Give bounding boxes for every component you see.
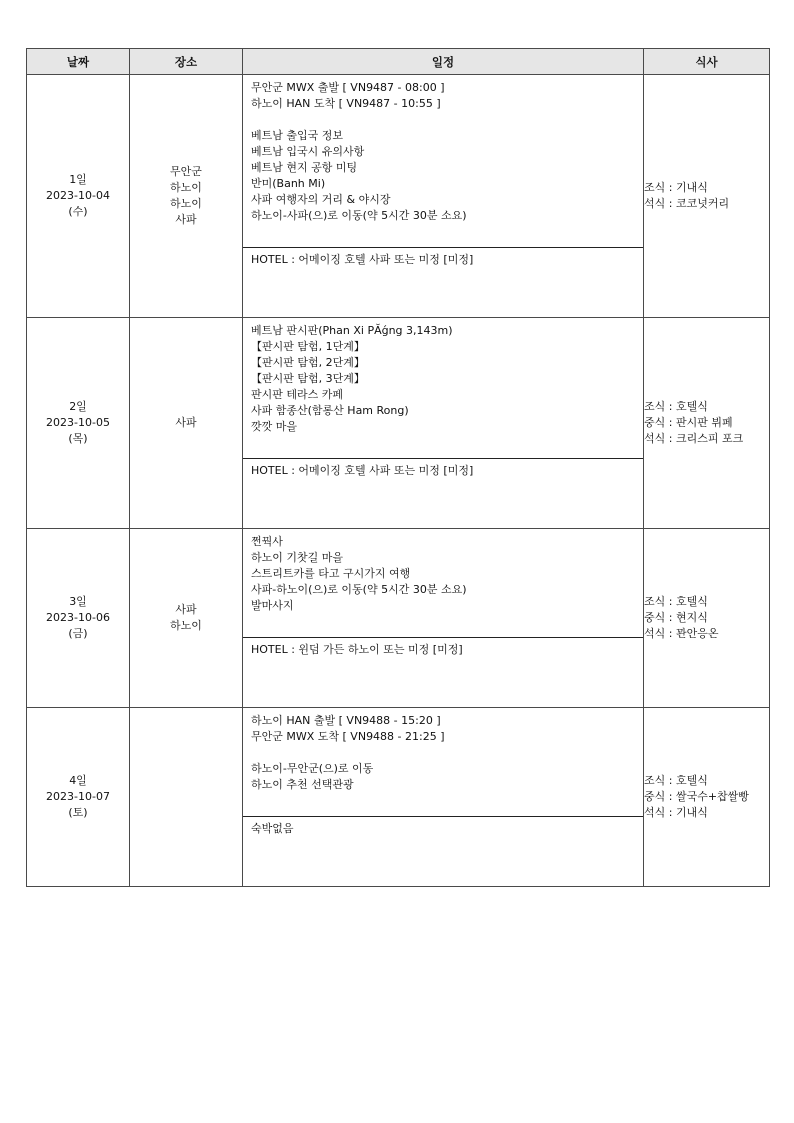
schedule-item: 【판시판 탐험, 3단계】 — [251, 372, 365, 385]
day-cell — [27, 318, 130, 529]
place-label: 하노이 — [170, 197, 202, 210]
schedule-item: 스트리트카를 타고 구시가지 여행 — [251, 567, 411, 580]
meal-cell — [644, 529, 770, 708]
schedule-list — [243, 708, 643, 816]
meal-item: 조식 : 호텔식 — [644, 774, 708, 787]
hotel-info: HOTEL : 어메이징 호텔 사파 또는 미정 [미정] — [243, 247, 643, 317]
place-label: 사파 — [175, 213, 197, 226]
hotel-info: 숙박없음 — [243, 816, 643, 886]
meal-item: 중식 : 판시판 뷔페 — [644, 416, 733, 429]
schedule-item: 베트남 현지 공항 미팅 — [251, 161, 358, 174]
schedule-cell — [243, 318, 644, 529]
header-schedule: 일정 — [243, 49, 644, 75]
schedule-item: 반미(Banh Mi) — [251, 177, 326, 190]
schedule-item: 쩐꿕사 — [251, 535, 283, 548]
meal-item: 중식 : 쌀국수+찹쌀빵 — [644, 790, 749, 803]
meal-item: 석식 : 코코넛커리 — [644, 197, 730, 210]
day-label: 3일 — [69, 595, 87, 608]
schedule-spacer — [251, 745, 635, 761]
schedule-item: 사파-하노이(으)로 이동(약 5시간 30분 소요) — [251, 583, 467, 596]
table-row — [27, 318, 770, 529]
meal-item: 석식 : 기내식 — [644, 806, 708, 819]
schedule-item: 【판시판 탐험, 1단계】 — [251, 340, 365, 353]
day-cell — [27, 529, 130, 708]
meal-cell — [644, 708, 770, 887]
schedule-list — [243, 318, 643, 458]
schedule-item: 베트남 판시판(Phan Xi PĂǵng 3,143m) — [251, 324, 453, 337]
table-row — [27, 529, 770, 708]
meal-item: 석식 : 꽌안응온 — [644, 627, 719, 640]
schedule-item: 사파 여행자의 거리 & 야시장 — [251, 193, 391, 206]
schedule-spacer — [251, 112, 635, 128]
schedule-item: 판시판 테라스 카페 — [251, 388, 344, 401]
place-label: 사파 — [175, 416, 197, 429]
place-cell — [130, 708, 243, 887]
weekday-label: (금) — [68, 627, 88, 640]
schedule-item: 무안군 MWX 도착 [ VN9488 - 21:25 ] — [251, 730, 445, 743]
meal-item: 조식 : 호텔식 — [644, 595, 708, 608]
header-place: 장소 — [130, 49, 243, 75]
weekday-label: (수) — [68, 205, 88, 218]
hotel-info: HOTEL : 윈덤 가든 하노이 또는 미정 [미정] — [243, 637, 643, 707]
schedule-item: 베트남 입국시 유의사항 — [251, 145, 365, 158]
itinerary-table — [26, 48, 770, 887]
schedule-item: 하노이 HAN 도착 [ VN9487 - 10:55 ] — [251, 97, 441, 110]
schedule-cell — [243, 529, 644, 708]
schedule-item: 깟깟 마을 — [251, 420, 298, 433]
weekday-label: (목) — [68, 432, 88, 445]
meal-item: 중식 : 현지식 — [644, 611, 708, 624]
meal-cell — [644, 75, 770, 318]
table-row — [27, 75, 770, 318]
schedule-item: 사파 함종산(함롱산 Ham Rong) — [251, 404, 409, 417]
schedule-list — [243, 529, 643, 637]
schedule-cell — [243, 708, 644, 887]
meal-item: 조식 : 호텔식 — [644, 400, 708, 413]
schedule-cell — [243, 75, 644, 318]
hotel-info: HOTEL : 어메이징 호텔 사파 또는 미정 [미정] — [243, 458, 643, 528]
day-label: 2일 — [69, 400, 87, 413]
day-label: 4일 — [69, 774, 87, 787]
schedule-item: 발마사지 — [251, 599, 294, 612]
meal-cell — [644, 318, 770, 529]
place-label: 사파 — [175, 603, 197, 616]
schedule-item: 베트남 출입국 정보 — [251, 129, 344, 142]
day-label: 1일 — [69, 173, 87, 186]
date-label: 2023-10-04 — [46, 189, 110, 202]
schedule-item: 하노이 추천 선택관광 — [251, 778, 354, 791]
place-label: 하노이 — [170, 619, 202, 632]
schedule-list — [243, 75, 643, 247]
date-label: 2023-10-07 — [46, 790, 110, 803]
schedule-item: 하노이 기찻길 마을 — [251, 551, 344, 564]
place-cell — [130, 529, 243, 708]
weekday-label: (토) — [68, 806, 88, 819]
date-label: 2023-10-05 — [46, 416, 110, 429]
place-label: 하노이 — [170, 181, 202, 194]
schedule-item: 하노이-무안군(으)로 이동 — [251, 762, 374, 775]
day-cell — [27, 75, 130, 318]
table-row — [27, 708, 770, 887]
schedule-item: 하노이 HAN 출발 [ VN9488 - 15:20 ] — [251, 714, 441, 727]
schedule-item: 하노이-사파(으)로 이동(약 5시간 30분 소요) — [251, 209, 467, 222]
place-cell — [130, 318, 243, 529]
day-cell — [27, 708, 130, 887]
header-date: 날짜 — [27, 49, 130, 75]
schedule-item: 【판시판 탐험, 2단계】 — [251, 356, 365, 369]
place-cell — [130, 75, 243, 318]
place-label: 무안군 — [170, 165, 202, 178]
header-row — [27, 49, 770, 75]
schedule-item: 무안군 MWX 출발 [ VN9487 - 08:00 ] — [251, 81, 445, 94]
meal-item: 조식 : 기내식 — [644, 181, 708, 194]
meal-item: 석식 : 크리스피 포크 — [644, 432, 744, 445]
header-meal: 식사 — [644, 49, 770, 75]
date-label: 2023-10-06 — [46, 611, 110, 624]
